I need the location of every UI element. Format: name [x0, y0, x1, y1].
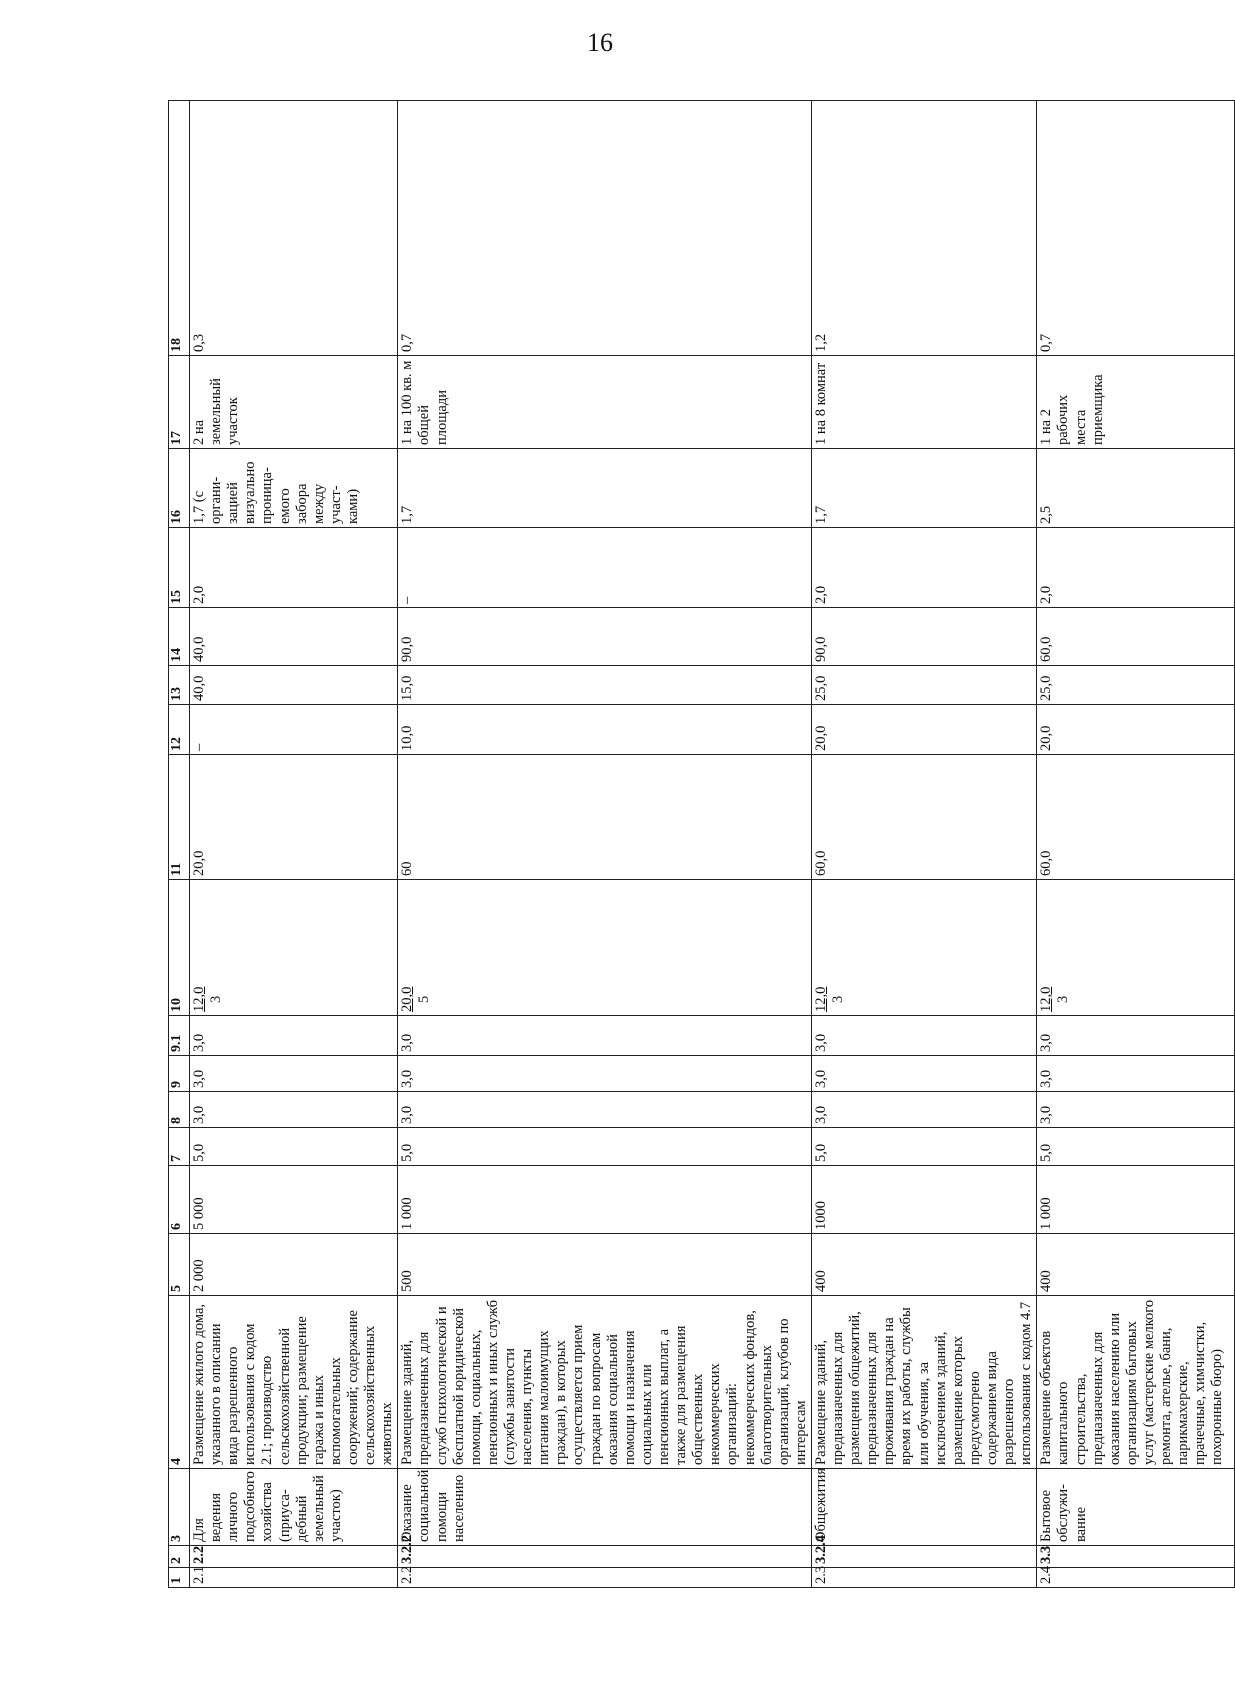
header-cell: 8 — [169, 1092, 190, 1128]
cell-col7: 5,0 — [811, 1128, 1036, 1166]
use-code-cell: 2.2 — [190, 1546, 398, 1568]
cell-col15: 2,0 — [811, 528, 1036, 608]
cell-col13: 25,0 — [811, 666, 1036, 705]
zoning-parameters-table — [168, 100, 1235, 1588]
cell-col14: 40,0 — [190, 608, 398, 666]
cell-col9-1: 3,0 — [398, 1016, 812, 1056]
cell-col9: 3,0 — [398, 1056, 812, 1092]
fraction — [1038, 987, 1072, 1012]
cell-col13: 40,0 — [190, 666, 398, 705]
cell-col10 — [1037, 880, 1235, 1016]
cell-col14: 90,0 — [811, 608, 1036, 666]
use-name-cell: Для ведения личного подсобного хозяйства (приуса-дебный земельный участок) — [190, 1469, 398, 1546]
cell-col9: 3,0 — [811, 1056, 1036, 1092]
cell-col16: 1,7 — [811, 449, 1036, 528]
cell-col8: 3,0 — [190, 1092, 398, 1128]
use-description-cell: Размещение зданий, предназначенных для служб психологической и бесплатной юридической помощи, социальных, пенсионных и иных служб (службы занятости населения, пункты питания малоимущих граждан), в которых осуществляется прием граждан по вопросам оказания социальной помощи и назначения социальных или пенсионных выплат, а также для размещения общественных некоммерческих организаций: некоммерческих фондов, благотворительных организаций, клубов по интересам — [398, 1296, 812, 1469]
header-cell: 12 — [169, 705, 190, 755]
table-row — [398, 101, 812, 1588]
cell-col16: 1,7 — [398, 449, 812, 528]
cell-col18: 0,7 — [398, 101, 812, 356]
fraction-numerator: 12,0 — [191, 986, 207, 1012]
fraction-denominator: 3 — [830, 995, 847, 1003]
use-code-cell: 3.2.2 — [398, 1546, 812, 1568]
use-description-cell: Размещение зданий, предназначенных для размещения общежитий, предназначенных для проживания граждан на время их работы, службы или обучения, за исключением зданий, размещение которых предусмотрено содержанием вида разрешенного использования с кодом 4.7 — [811, 1296, 1036, 1469]
cell-col16: 2,5 — [1037, 449, 1235, 528]
header-cell: 10 — [169, 880, 190, 1016]
use-name-cell: Оказание социальной помощи населению — [398, 1469, 812, 1546]
cell-col9-1: 3,0 — [190, 1016, 398, 1056]
fraction-numerator: 12,0 — [812, 986, 829, 1012]
cell-col11: 20,0 — [190, 755, 398, 880]
use-code-cell: 3.2.4 — [811, 1546, 1036, 1568]
fraction — [191, 987, 225, 1012]
cell-col5: 400 — [811, 1234, 1036, 1296]
cell-col7: 5,0 — [1037, 1128, 1235, 1166]
cell-col10 — [398, 880, 812, 1016]
header-cell: 6 — [169, 1166, 190, 1234]
table-row — [1037, 101, 1235, 1588]
use-code-cell: 3.3 — [1037, 1546, 1235, 1568]
header-cell: 14 — [169, 608, 190, 666]
cell-col11: 60 — [398, 755, 812, 880]
cell-col17: 1 на 8 комнат — [811, 356, 1036, 449]
cell-col12: 20,0 — [811, 705, 1036, 755]
rotated-table-container — [168, 101, 1226, 1588]
header-cell: 3 — [169, 1469, 190, 1546]
cell-col6: 1 000 — [398, 1166, 812, 1234]
cell-col14: 90,0 — [398, 608, 812, 666]
header-cell: 9 — [169, 1056, 190, 1092]
fraction-numerator: 12,0 — [1038, 986, 1055, 1012]
cell-col17: 2 на земельный участок — [190, 356, 398, 449]
header-cell: 2 — [169, 1546, 190, 1568]
fraction-denominator: 5 — [416, 995, 433, 1003]
row-number-cell: 2.4 — [1037, 1568, 1235, 1588]
header-cell: 16 — [169, 449, 190, 528]
header-cell: 5 — [169, 1234, 190, 1296]
cell-col13: 25,0 — [1037, 666, 1235, 705]
header-cell: 11 — [169, 755, 190, 880]
row-number-cell: 2.3 — [811, 1568, 1036, 1588]
cell-col8: 3,0 — [811, 1092, 1036, 1128]
cell-col10 — [811, 880, 1036, 1016]
header-cell: 4 — [169, 1296, 190, 1469]
use-name-cell: Бытовое обслужи-вание — [1037, 1469, 1235, 1546]
cell-col12: 20,0 — [1037, 705, 1235, 755]
cell-col10 — [190, 880, 398, 1016]
cell-col12: 10,0 — [398, 705, 812, 755]
cell-col8: 3,0 — [398, 1092, 812, 1128]
use-description-cell: Размещение объектов капитального строительства, предназначенных для оказания населению или организациям бытовых услуг (мастерские мелкого ремонта, ателье, бани, парикмахерские, прачечные, химчистки, похоронные бюро) — [1037, 1296, 1235, 1469]
cell-col15: 2,0 — [190, 528, 398, 608]
cell-col5: 500 — [398, 1234, 812, 1296]
cell-col9-1: 3,0 — [811, 1016, 1036, 1056]
table-row — [190, 101, 398, 1588]
cell-col15: – — [398, 528, 812, 608]
cell-col6: 5 000 — [190, 1166, 398, 1234]
cell-col7: 5,0 — [190, 1128, 398, 1166]
cell-col15: 2,0 — [1037, 528, 1235, 608]
header-cell: 18 — [169, 101, 190, 356]
cell-col12: – — [190, 705, 398, 755]
cell-col18: 1,2 — [811, 101, 1036, 356]
cell-col7: 5,0 — [398, 1128, 812, 1166]
fraction — [813, 987, 847, 1012]
cell-col18: 0,7 — [1037, 101, 1235, 356]
cell-col6: 1 000 — [1037, 1166, 1235, 1234]
cell-col5: 2 000 — [190, 1234, 398, 1296]
cell-col8: 3,0 — [1037, 1092, 1235, 1128]
row-number-cell: 2.2 — [398, 1568, 812, 1588]
header-cell: 15 — [169, 528, 190, 608]
header-cell: 9.1 — [169, 1016, 190, 1056]
header-row — [169, 101, 190, 1588]
fraction-denominator: 3 — [208, 995, 225, 1003]
use-name-cell: Общежития — [811, 1469, 1036, 1546]
header-cell: 7 — [169, 1128, 190, 1166]
page-number: 16 — [587, 28, 613, 57]
cell-col9: 3,0 — [190, 1056, 398, 1092]
cell-col9: 3,0 — [1037, 1056, 1235, 1092]
header-cell: 13 — [169, 666, 190, 705]
cell-col17: 1 на 100 кв. м общей площади — [398, 356, 812, 449]
cell-col9-1: 3,0 — [1037, 1016, 1235, 1056]
header-cell: 17 — [169, 356, 190, 449]
cell-col11: 60,0 — [1037, 755, 1235, 880]
cell-col18: 0,3 — [190, 101, 398, 356]
cell-col16: 1,7 (с органи-зацией визуально проница-емого забора между участ-ками) — [190, 449, 398, 528]
row-number-cell: 2.1 — [190, 1568, 398, 1588]
table-row — [811, 101, 1036, 1588]
fraction-numerator: 20,0 — [399, 986, 416, 1012]
fraction-denominator: 3 — [1055, 995, 1072, 1003]
use-description-cell: Размещение жилого дома, указанного в описании вида разрешенного использования с кодом 2.1; производство сельскохозяйственной продукции; размещение гаража и иных вспомогательных сооружений; содержание сельскохозяйственных животных — [190, 1296, 398, 1469]
cell-col14: 60,0 — [1037, 608, 1235, 666]
header-cell: 1 — [169, 1568, 190, 1588]
cell-col17: 1 на 2 рабочих места приемщика — [1037, 356, 1235, 449]
cell-col11: 60,0 — [811, 755, 1036, 880]
fraction — [399, 987, 433, 1012]
cell-col13: 15,0 — [398, 666, 812, 705]
cell-col5: 400 — [1037, 1234, 1235, 1296]
cell-col6: 1000 — [811, 1166, 1036, 1234]
